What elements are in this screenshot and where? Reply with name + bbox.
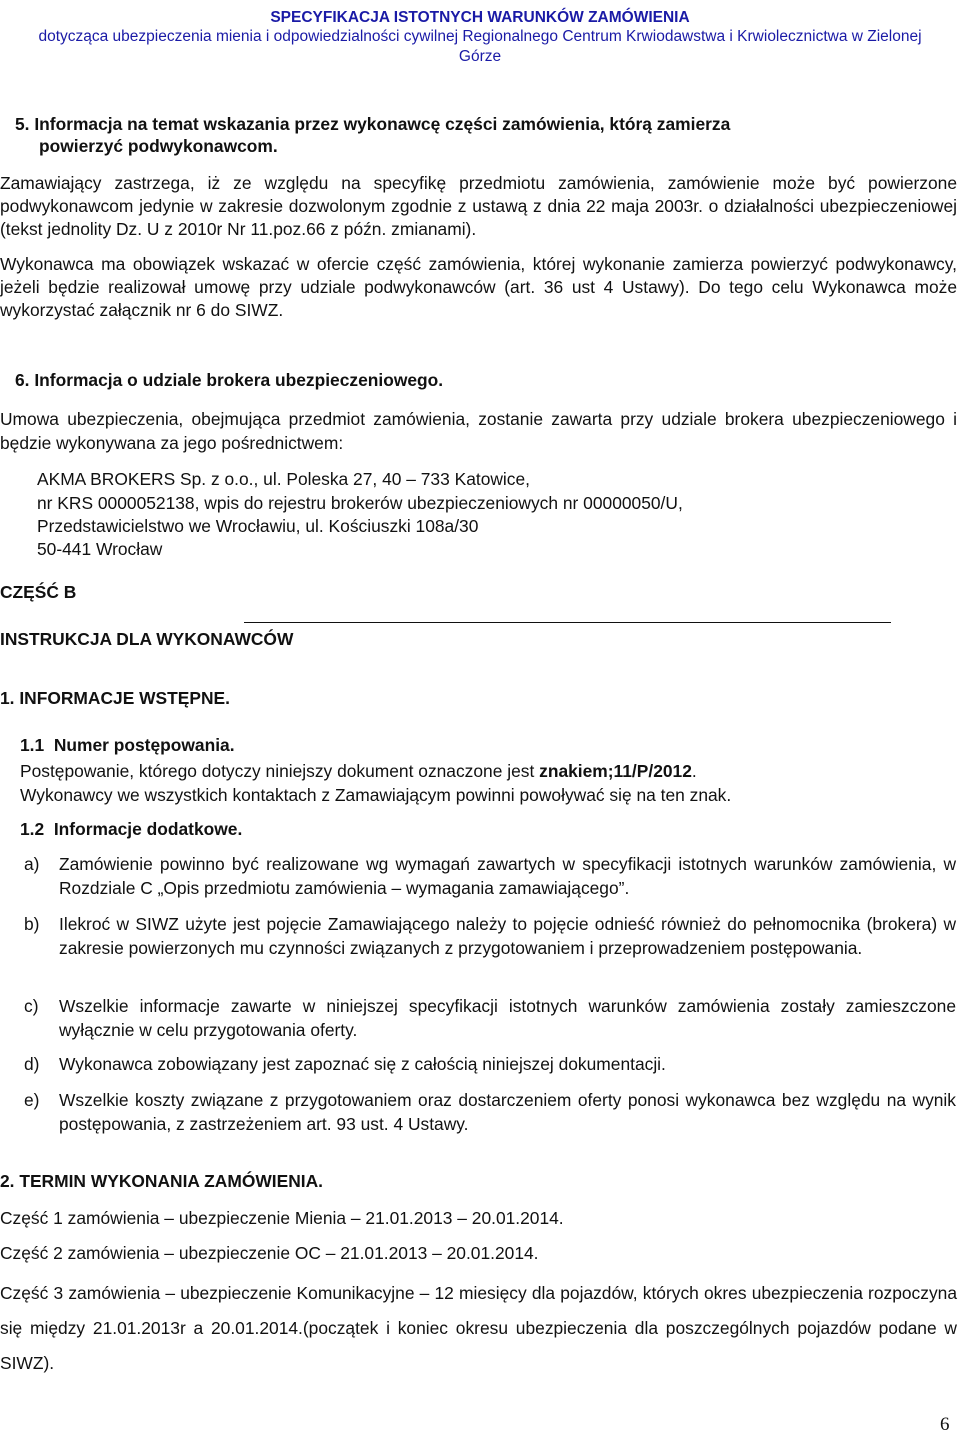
part-b-title: INSTRUKCJA DLA WYKONAWCÓW — [0, 629, 294, 649]
term-part-2: Część 2 zamówienia – ubezpieczenie OC – 21.01.2013 – 20.01.2014. — [0, 1243, 539, 1263]
list-item-label: c) — [24, 996, 39, 1016]
list-item-label: d) — [24, 1054, 40, 1074]
document-header-subtitle: dotycząca ubezpieczenia mienia i odpowiedzialności cywilnej Regionalnego Centrum Krwiodawstwa i Krwiolecznictwa w Zielonej — [38, 28, 922, 45]
list-item-text: Wykonawca zobowiązany jest zapoznać się z całością niniejszej dokumentacji. — [59, 1054, 666, 1074]
section-1-1-text-2: Wykonawcy we wszystkich kontaktach z Zamawiającym powinni powoływać się na ten znak. — [20, 785, 732, 805]
list-item-label: b) — [24, 914, 40, 934]
section-5-heading-line1: 5. Informacja na temat wskazania przez wykonawcę części zamówienia, którą zamierza — [15, 114, 731, 134]
part-b-divider — [244, 622, 891, 623]
term-part-1: Część 1 zamówienia – ubezpieczenie Mienia – 21.01.2013 – 20.01.2014. — [0, 1208, 564, 1228]
section-1-2-heading: 1.2 Informacje dodatkowe. — [20, 819, 243, 839]
section-5-heading — [15, 112, 955, 136]
section-5-heading-cont: powierzyć podwykonawcom. — [39, 136, 278, 156]
section-1-1-text — [20, 759, 697, 783]
list-item-text: Wszelkie koszty związane z przygotowaniem oraz dostarczeniem oferty ponosi wykonawca bez względu na wynik postępowania, z zastrzeżeniem art. 93 ust. 4 Ustawy. — [59, 1090, 956, 1134]
list-item-text: Ilekroć w SIWZ użyte jest pojęcie Zamawiającego należy to pojęcie odnieść również do pełnomocnika (brokera) w zakresie powierzonych mu czynności związanych z przygotowaniem i przeprowadzeniem postępowania. — [59, 914, 956, 958]
section-1-1-heading: 1.1 Numer postępowania. — [20, 735, 235, 755]
case-number: znakiem;11/P/2012 — [539, 761, 692, 781]
list-item-label: a) — [24, 854, 40, 874]
document-header-title: SPECYFIKACJA ISTOTNYCH WARUNKÓW ZAMÓWIENIA — [270, 9, 690, 26]
list-item-text: Zamówienie powinno być realizowane wg wymagań zawartych w specyfikacji istotnych warunków zamówienia, w Rozdziale C „Opis przedmiotu zamówienia – wymagania zamawiającego”. — [59, 854, 956, 898]
section-6-heading: 6. Informacja o udziale brokera ubezpieczeniowego. — [15, 370, 444, 390]
term-part-3: Część 3 zamówienia – ubezpieczenie Komunikacyjne – 12 miesięcy dla pojazdów, których okres ubezpieczenia rozpoczyna się między 21.01.2013r a 20.01.2014.(początek i koniec okresu ubezpieczenia dla poszczególnych pojazdów podane w SIWZ). — [0, 1283, 957, 1373]
section-5-paragraph-2: Wykonawca ma obowiązek wskazać w ofercie część zamówienia, której wykonanie zamierza powierzyć podwykonawcy, jeżeli będzie realizował umowę przy udziale podwykonawców (art. 36 ust 4 Ustawy). Do tego celu Wykonawca może wykorzystać załącznik nr 6 do SIWZ. — [0, 254, 957, 320]
section-2-heading: 2. TERMIN WYKONANIA ZAMÓWIENIA. — [0, 1171, 324, 1191]
broker-address-line-2: nr KRS 0000052138, wpis do rejestru brokerów ubezpieczeniowych nr 00000050/U, — [37, 493, 683, 513]
list-item-label: e) — [24, 1090, 40, 1110]
broker-address-line-3: Przedstawicielstwo we Wrocławiu, ul. Kościuszki 108a/30 — [37, 516, 479, 536]
part-b-label: CZĘŚĆ B — [0, 582, 77, 602]
case-number-end: . — [691, 761, 697, 781]
page-number: 6 — [940, 1414, 950, 1435]
broker-address-line-4: 50-441 Wrocław — [37, 539, 163, 559]
list-item-text: Wszelkie informacje zawarte w niniejszej specyfikacji istotnych warunków zamówienia zostały zamieszczone wyłącznie w celu przygotowania oferty. — [59, 996, 956, 1040]
broker-address-line-1: AKMA BROKERS Sp. z o.o., ul. Poleska 27, 40 – 733 Katowice, — [37, 469, 530, 489]
case-number-intro: Postępowanie, którego dotyczy niniejszy dokument oznaczone jest — [20, 761, 540, 781]
section-5-paragraph-1: Zamawiający zastrzega, iż ze względu na specyfikę przedmiotu zamówienia, zamówienie może być powierzone podwykonawcom jedynie w zakresie dozwolonym zgodnie z ustawą z dnia 22 maja 2003r. o działalności ubezpieczeniowej (tekst jednolity Dz. U z 2010r Nr 11.poz.66 z późn. zmianami). — [0, 173, 957, 239]
section-1-heading: 1. INFORMACJE WSTĘPNE. — [0, 688, 230, 708]
section-6-paragraph: Umowa ubezpieczenia, obejmująca przedmiot zamówienia, zostanie zawarta przy udziale brokera ubezpieczeniowego i będzie wykonywana za jego pośrednictwem: — [0, 409, 957, 453]
document-header-subtitle-cont: Górze — [458, 48, 502, 65]
